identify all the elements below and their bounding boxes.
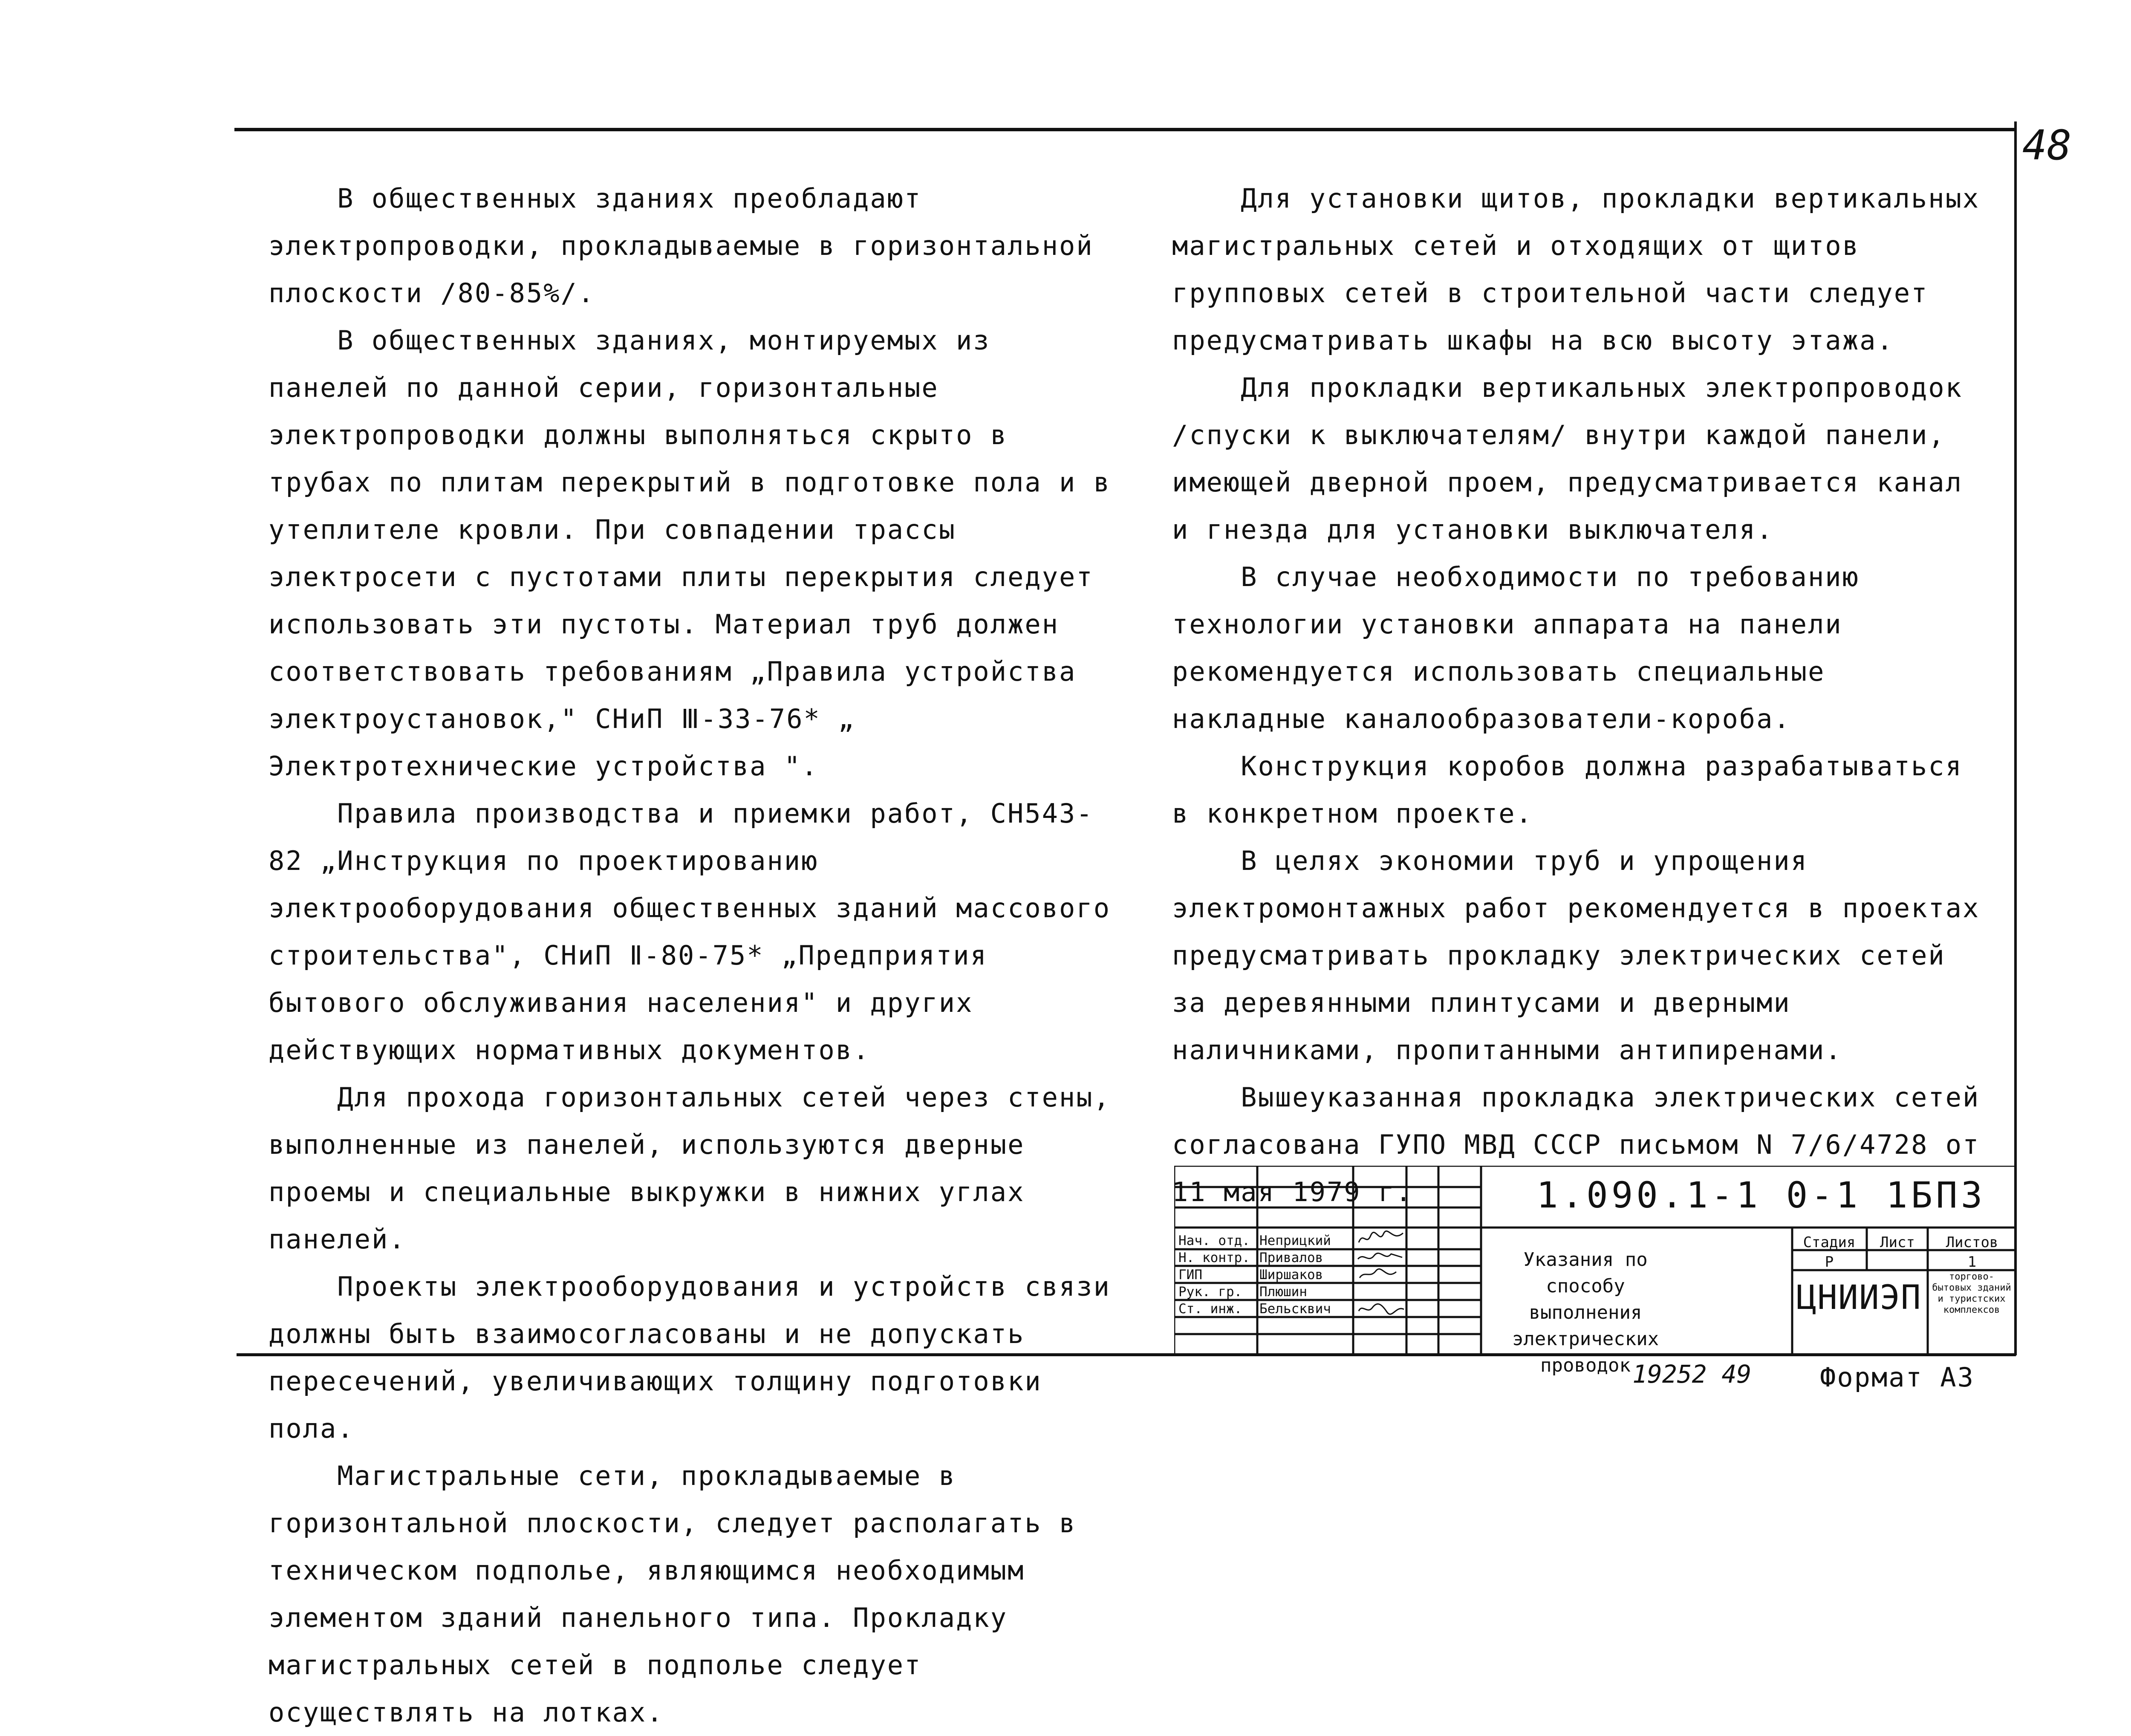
signatory-name: Ширшаков <box>1259 1267 1323 1283</box>
sheet-label: Лист <box>1880 1234 1915 1251</box>
signatory-role: Ст. инж. <box>1178 1301 1242 1317</box>
signatory-name: Бельсквич <box>1259 1301 1331 1317</box>
sheet-frame-top <box>234 128 2016 131</box>
signature-image <box>1355 1230 1406 1247</box>
document-designation: 1.090.1-1 0-1 1БП3 <box>1536 1174 1986 1216</box>
paragraph: В случае необходимости по требованию технологии установки аппарата на панели рекомендуется использовать специальные накладные каналообразователи-короба. <box>1172 561 1860 734</box>
signatory-role: Нач. отд. <box>1178 1233 1250 1248</box>
paper-format: Формат А3 <box>1820 1362 1975 1393</box>
signatory-name: Привалов <box>1259 1250 1323 1265</box>
sheets-value: 1 <box>1967 1254 1977 1271</box>
sheets-label: Листов <box>1946 1234 1998 1251</box>
signatory-role: Рук. гр. <box>1178 1284 1242 1300</box>
signatory-role: Н. контр. <box>1178 1250 1250 1265</box>
left-text-column <box>269 175 1121 1736</box>
organization-name: ЦНИИЭП <box>1796 1279 1922 1317</box>
paragraph: В общественных зданиях преобладают электропроводки, прокладываемые в горизонтальной плоскости /80-85%/. <box>269 183 1094 309</box>
signature-image <box>1355 1300 1406 1317</box>
paragraph: Вышеуказанная прокладка электрических сетей согласована ГУПО МВД СССР письмом N 7/6/4728 от 11 мая 1979 г. <box>1172 1082 1980 1207</box>
signatory-name: Плюшин <box>1259 1284 1307 1300</box>
signatory-name: Неприцкий <box>1259 1233 1331 1248</box>
signatory-role: ГИП <box>1178 1267 1202 1283</box>
paragraph: Для прокладки вертикальных электропроводок /спуски к выключателям/ внутри каждой панели, имеющей дверной проем, предусматривается канал и гнезда для установки выключателя. <box>1172 372 1963 545</box>
document-title: Указания по способу выполнения электрических проводок <box>1512 1249 1659 1376</box>
paragraph: Конструкция коробов должна разрабатываться в конкретном проекте. <box>1172 751 1963 829</box>
paragraph: Правила производства и приемки работ, СН543-82 „Инструкция по проектированию электрооборудования общественных зданий массового строительства", СНиП Ⅱ-80-75* „Предприятия бытового обслуживания населения" и других действующих нормативных документов. <box>269 798 1111 1066</box>
paragraph: Для установки щитов, прокладки вертикальных магистральных сетей и отходящих от щитов групповых сетей в строительной части следует предусматривать шкафы на всю высоту этажа. <box>1172 183 1980 356</box>
archive-number: 19252 49 <box>1632 1360 1752 1389</box>
paragraph: В общественных зданиях, монтируемых из панелей по данной серии, горизонтальные электропроводки должны выполняться скрыто в трубах по плитам перекрытий в подготовке пола и в утеплителе кровли. При совпадении трассы электросети с пустотами плиты перекрытия следует использовать эти пустоты. Материал труб должен соответствовать требованиям „Правила устройства электроустановок," СНиП Ⅲ-33-76* „ Электротехнические устройства ". <box>269 325 1111 782</box>
paragraph: Магистральные сети, прокладываемые в горизонтальной плоскости, следует располагать в техническом подполье, являющимся необходимым элементом зданий панельного типа. Прокладку магистральных сетей в подполье следует осуществлять на лотках. <box>269 1460 1077 1728</box>
right-text-column <box>1172 175 1995 1216</box>
signature-image <box>1355 1249 1406 1266</box>
stage-value: Р <box>1825 1254 1834 1271</box>
stage-label: Стадия <box>1803 1234 1856 1251</box>
sheet-page-number: 48 <box>2022 121 2072 169</box>
paragraph: Проекты электрооборудования и устройств связи должны быть взаимосогласованы и не допускать пересечений, увеличивающих толщину подготовки пола. <box>269 1271 1111 1444</box>
signature-image <box>1355 1266 1406 1283</box>
organization-full-name: торгово-бытовых зданий и туристских комплексов <box>1932 1271 2011 1315</box>
paragraph: В целях экономии труб и упрощения электромонтажных работ рекомендуется в проектах предусматривать прокладку электрических сетей за деревянными плинтусами и дверными наличниками, пропитанными антипиренами. <box>1172 845 1980 1066</box>
paragraph: Для прохода горизонтальных сетей через стены, выполненные из панелей, используются дверные проемы и специальные выкружки в нижних углах панелей. <box>269 1082 1111 1255</box>
